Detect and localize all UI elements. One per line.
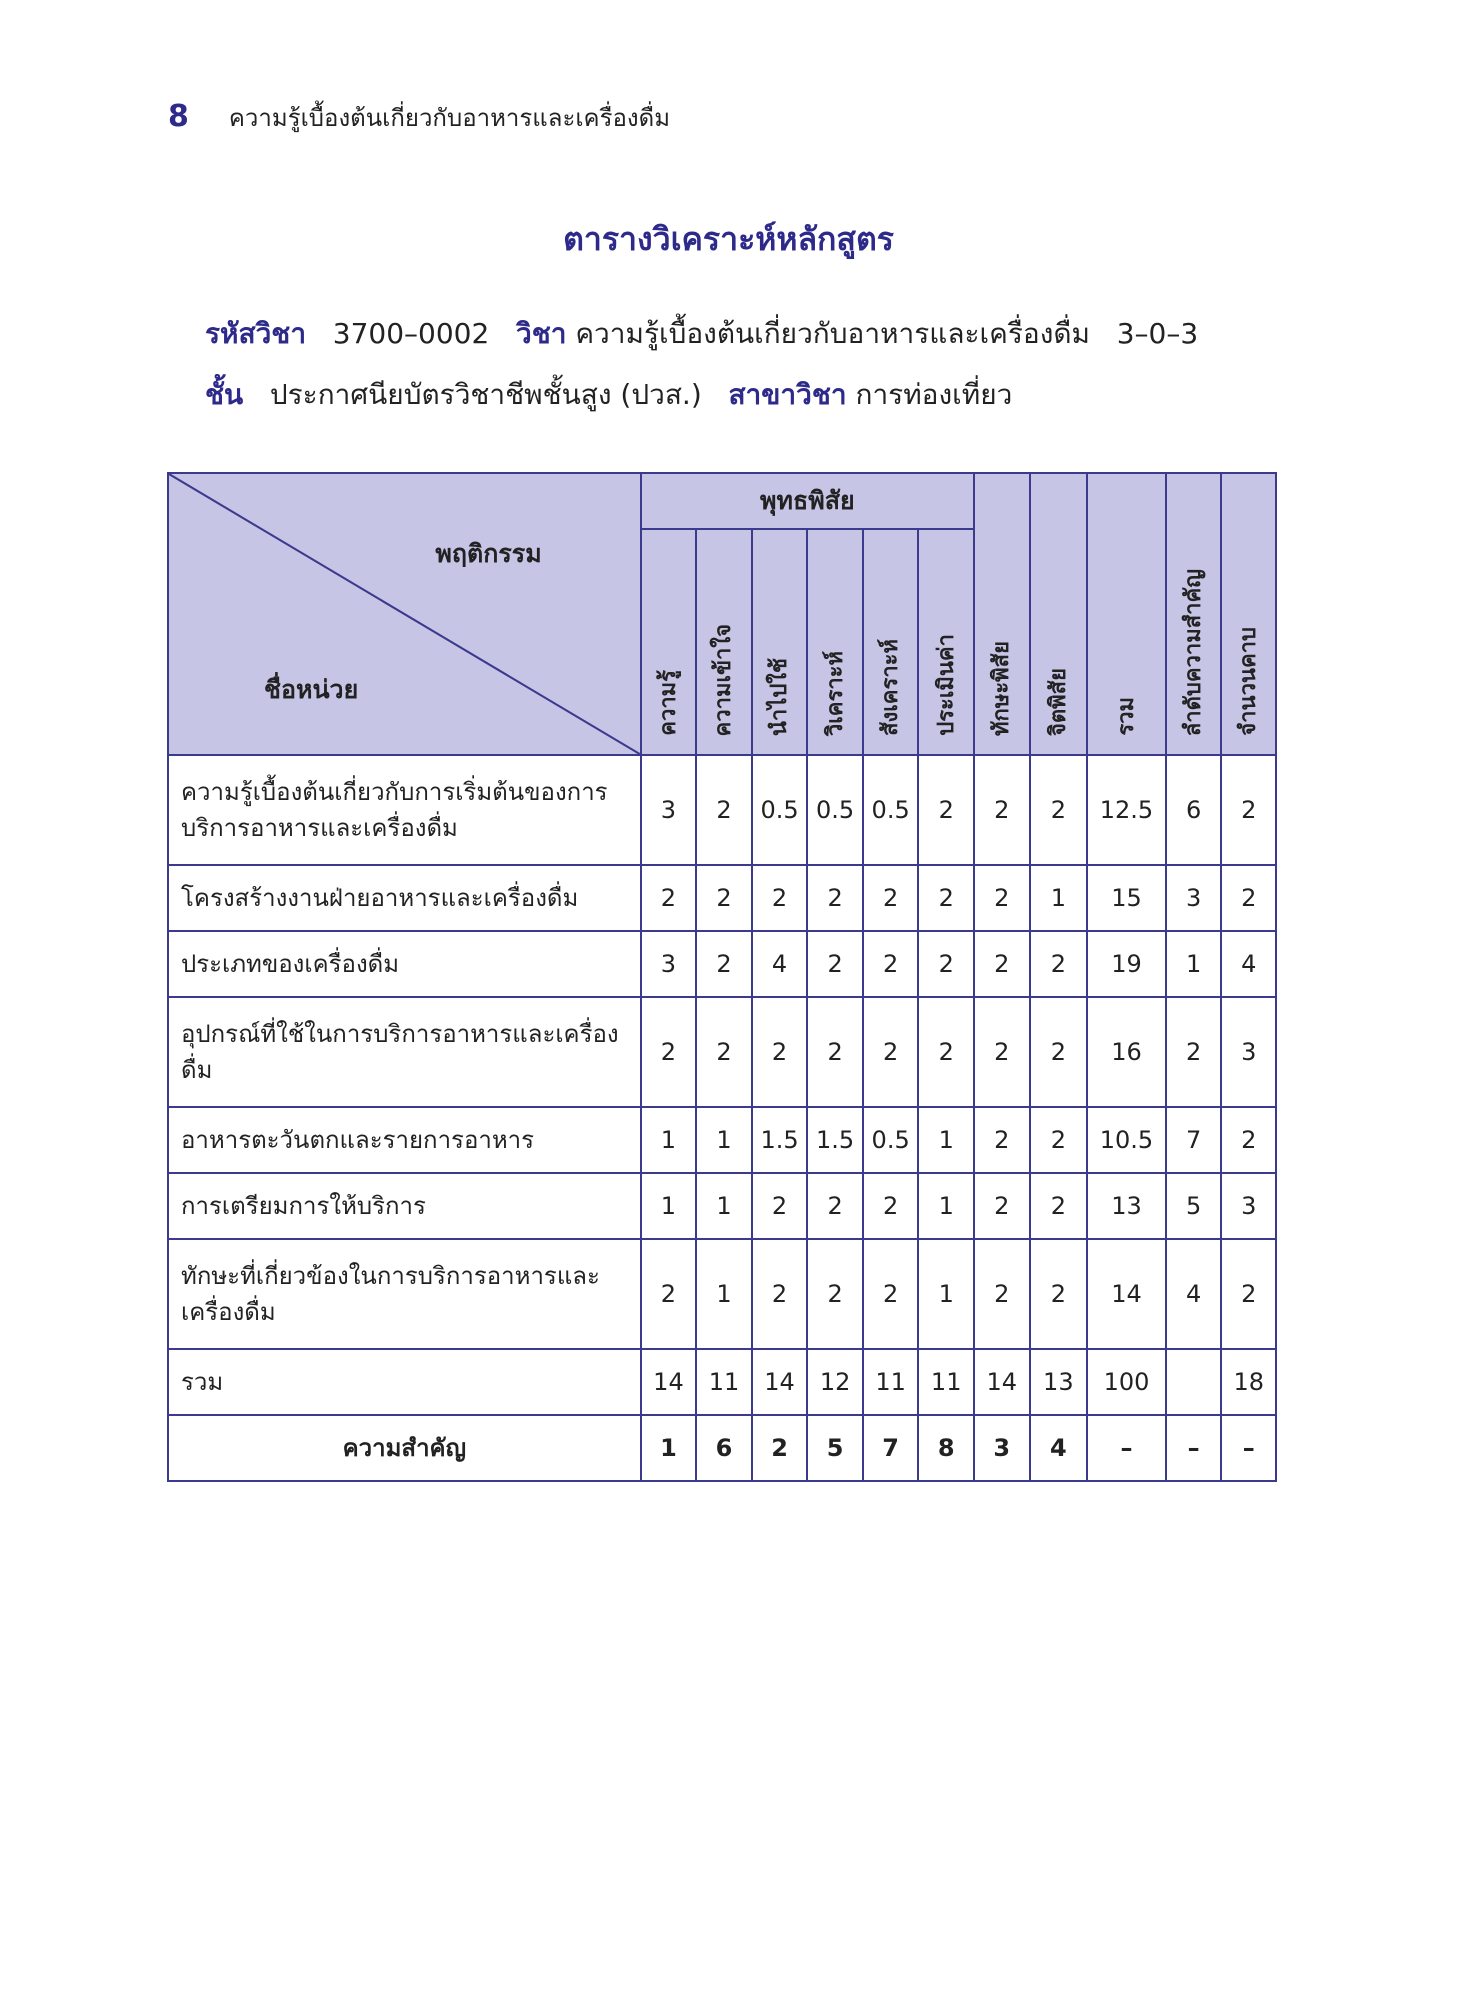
major: การท่องเที่ยว xyxy=(855,378,1013,411)
value-cell: 0.5 xyxy=(863,755,919,865)
cognitive-group-header: พุทธพิสัย xyxy=(641,473,974,529)
column-header: จิตพิสัย xyxy=(1030,473,1088,755)
value-cell: 2 xyxy=(918,755,974,865)
value-cell: 13 xyxy=(1087,1173,1166,1239)
value-cell: 1 xyxy=(1166,931,1222,997)
value-cell: 3 xyxy=(1221,1173,1276,1239)
value-cell: 2 xyxy=(752,1173,808,1239)
value-cell: 1 xyxy=(918,1107,974,1173)
value-cell: 2 xyxy=(974,931,1030,997)
value-cell: 1 xyxy=(641,1107,697,1173)
table-row xyxy=(168,1107,1276,1173)
value-cell: 6 xyxy=(696,1415,752,1481)
behavior-label: พฤติกรรม xyxy=(435,539,542,568)
page-header xyxy=(168,98,670,137)
value-cell: 1 xyxy=(641,1173,697,1239)
value-cell: 2 xyxy=(696,931,752,997)
value-cell: 1 xyxy=(696,1239,752,1349)
value-cell: 2 xyxy=(807,865,863,931)
value-cell: 10.5 xyxy=(1087,1107,1166,1173)
value-cell: 7 xyxy=(863,1415,919,1481)
value-cell: 2 xyxy=(1030,1107,1088,1173)
value-cell: 2 xyxy=(641,865,697,931)
subject-label: วิชา xyxy=(515,317,567,350)
column-header: วิเคราะห์ xyxy=(807,529,863,755)
value-cell: 2 xyxy=(1030,1239,1088,1349)
subject-name: ความรู้เบื้องต้นเกี่ยวกับอาหารและเครื่องดื่ม xyxy=(575,317,1091,350)
value-cell: 2 xyxy=(641,997,697,1107)
curriculum-analysis-table xyxy=(167,472,1277,1482)
course-code-label: รหัสวิชา xyxy=(205,317,307,350)
credits: 3–0–3 xyxy=(1116,317,1199,350)
value-cell: 2 xyxy=(1030,931,1088,997)
value-cell: 2 xyxy=(752,865,808,931)
value-cell: 1 xyxy=(1030,865,1088,931)
value-cell: 0.5 xyxy=(807,755,863,865)
value-cell: 2 xyxy=(974,1239,1030,1349)
column-header: รวม xyxy=(1087,473,1166,755)
value-cell: 12 xyxy=(807,1349,863,1415)
value-cell: 3 xyxy=(1221,997,1276,1107)
corner-header-cell xyxy=(168,473,641,755)
unit-name-cell: อุปกรณ์ที่ใช้ในการบริการอาหารและเครื่องดื่ม xyxy=(168,997,641,1107)
value-cell: 2 xyxy=(918,931,974,997)
value-cell: 2 xyxy=(1221,1239,1276,1349)
course-info-line-1 xyxy=(205,312,1198,356)
table-row xyxy=(168,1415,1276,1481)
page-number: 8 xyxy=(168,99,189,134)
unit-name-cell: ความรู้เบื้องต้นเกี่ยวกับการเริ่มต้นของการบริการอาหารและเครื่องดื่ม xyxy=(168,755,641,865)
value-cell: 4 xyxy=(752,931,808,997)
value-cell: 19 xyxy=(1087,931,1166,997)
value-cell: 2 xyxy=(1030,1173,1088,1239)
value-cell: 7 xyxy=(1166,1107,1222,1173)
value-cell: 14 xyxy=(752,1349,808,1415)
table-body xyxy=(168,755,1276,1481)
unit-name-label: ชื่อหน่วย xyxy=(264,675,359,704)
value-cell: 2 xyxy=(1030,997,1088,1107)
unit-name-cell: การเตรียมการให้บริการ xyxy=(168,1173,641,1239)
table-row xyxy=(168,755,1276,865)
value-cell: 5 xyxy=(807,1415,863,1481)
table-row xyxy=(168,931,1276,997)
value-cell: – xyxy=(1087,1415,1166,1481)
value-cell: 2 xyxy=(807,997,863,1107)
value-cell: 4 xyxy=(1166,1239,1222,1349)
course-code: 3700–0002 xyxy=(332,317,490,350)
value-cell: 18 xyxy=(1221,1349,1276,1415)
value-cell: 2 xyxy=(863,865,919,931)
page-title: ตารางวิเคราะห์หลักสูตร xyxy=(563,220,894,258)
value-cell: 6 xyxy=(1166,755,1222,865)
value-cell: 2 xyxy=(696,997,752,1107)
value-cell: 15 xyxy=(1087,865,1166,931)
table-row xyxy=(168,997,1276,1107)
value-cell: 5 xyxy=(1166,1173,1222,1239)
value-cell: 3 xyxy=(641,931,697,997)
column-header: จำนวนคาบ xyxy=(1221,473,1276,755)
value-cell: 2 xyxy=(696,865,752,931)
value-cell: 12.5 xyxy=(1087,755,1166,865)
value-cell: 0.5 xyxy=(863,1107,919,1173)
column-header: สังเคราะห์ xyxy=(863,529,919,755)
unit-name-cell: โครงสร้างงานฝ่ายอาหารและเครื่องดื่ม xyxy=(168,865,641,931)
value-cell: 3 xyxy=(1166,865,1222,931)
value-cell: 16 xyxy=(1087,997,1166,1107)
value-cell: 3 xyxy=(641,755,697,865)
value-cell: 11 xyxy=(918,1349,974,1415)
value-cell: 2 xyxy=(696,755,752,865)
value-cell: 2 xyxy=(974,865,1030,931)
value-cell: 2 xyxy=(1221,865,1276,931)
value-cell: – xyxy=(1166,1415,1222,1481)
table-row xyxy=(168,1173,1276,1239)
column-header: ความรู้ xyxy=(641,529,697,755)
value-cell: 2 xyxy=(974,1173,1030,1239)
value-cell: 2 xyxy=(1221,755,1276,865)
major-label: สาขาวิชา xyxy=(728,378,847,411)
corner-diagonal-line xyxy=(169,474,640,754)
table-row xyxy=(168,1239,1276,1349)
value-cell: 4 xyxy=(1030,1415,1088,1481)
value-cell: 2 xyxy=(863,931,919,997)
value-cell: 2 xyxy=(974,755,1030,865)
table-row xyxy=(168,865,1276,931)
unit-name-cell: ความสำคัญ xyxy=(168,1415,641,1481)
running-title: ความรู้เบื้องต้นเกี่ยวกับอาหารและเครื่องดื่ม xyxy=(228,104,671,132)
column-header: ทักษะพิสัย xyxy=(974,473,1030,755)
level-label: ชั้น xyxy=(205,378,244,411)
value-cell: 2 xyxy=(1166,997,1222,1107)
value-cell: 1 xyxy=(918,1173,974,1239)
value-cell: 13 xyxy=(1030,1349,1088,1415)
value-cell: 1 xyxy=(696,1173,752,1239)
table-row xyxy=(168,1349,1276,1415)
value-cell: 2 xyxy=(863,997,919,1107)
value-cell: 2 xyxy=(1221,1107,1276,1173)
value-cell: 2 xyxy=(863,1173,919,1239)
value-cell: 8 xyxy=(918,1415,974,1481)
value-cell: 2 xyxy=(752,1415,808,1481)
value-cell: 2 xyxy=(1030,755,1088,865)
value-cell: 2 xyxy=(918,997,974,1107)
value-cell: 2 xyxy=(641,1239,697,1349)
value-cell: 4 xyxy=(1221,931,1276,997)
column-header: นำไปใช้ xyxy=(752,529,808,755)
value-cell: 2 xyxy=(974,1107,1030,1173)
value-cell: 100 xyxy=(1087,1349,1166,1415)
value-cell: 1 xyxy=(696,1107,752,1173)
value-cell: – xyxy=(1221,1415,1276,1481)
value-cell: 11 xyxy=(863,1349,919,1415)
value-cell: 2 xyxy=(974,997,1030,1107)
value-cell: 2 xyxy=(918,865,974,931)
value-cell: 2 xyxy=(807,1173,863,1239)
value-cell: 1 xyxy=(918,1239,974,1349)
value-cell: 2 xyxy=(807,1239,863,1349)
unit-name-cell: ประเภทของเครื่องดื่ม xyxy=(168,931,641,997)
level: ประกาศนียบัตรวิชาชีพชั้นสูง (ปวส.) xyxy=(269,378,702,411)
value-cell: 11 xyxy=(696,1349,752,1415)
value-cell: 2 xyxy=(863,1239,919,1349)
value-cell: 3 xyxy=(974,1415,1030,1481)
value-cell xyxy=(1166,1349,1222,1415)
column-header: ประเมินค่า xyxy=(918,529,974,755)
value-cell: 2 xyxy=(807,931,863,997)
value-cell: 14 xyxy=(1087,1239,1166,1349)
value-cell: 2 xyxy=(752,1239,808,1349)
value-cell: 14 xyxy=(641,1349,697,1415)
column-header: ความเข้าใจ xyxy=(696,529,752,755)
unit-name-cell: ทักษะที่เกี่ยวข้องในการบริการอาหารและเครื่องดื่ม xyxy=(168,1239,641,1349)
column-header: ลำดับความสำคัญ xyxy=(1166,473,1222,755)
value-cell: 2 xyxy=(752,997,808,1107)
value-cell: 14 xyxy=(974,1349,1030,1415)
value-cell: 1 xyxy=(641,1415,697,1481)
course-info-line-2 xyxy=(205,373,1012,417)
unit-name-cell: อาหารตะวันตกและรายการอาหาร xyxy=(168,1107,641,1173)
unit-name-cell: รวม xyxy=(168,1349,641,1415)
value-cell: 0.5 xyxy=(752,755,808,865)
value-cell: 1.5 xyxy=(807,1107,863,1173)
value-cell: 1.5 xyxy=(752,1107,808,1173)
